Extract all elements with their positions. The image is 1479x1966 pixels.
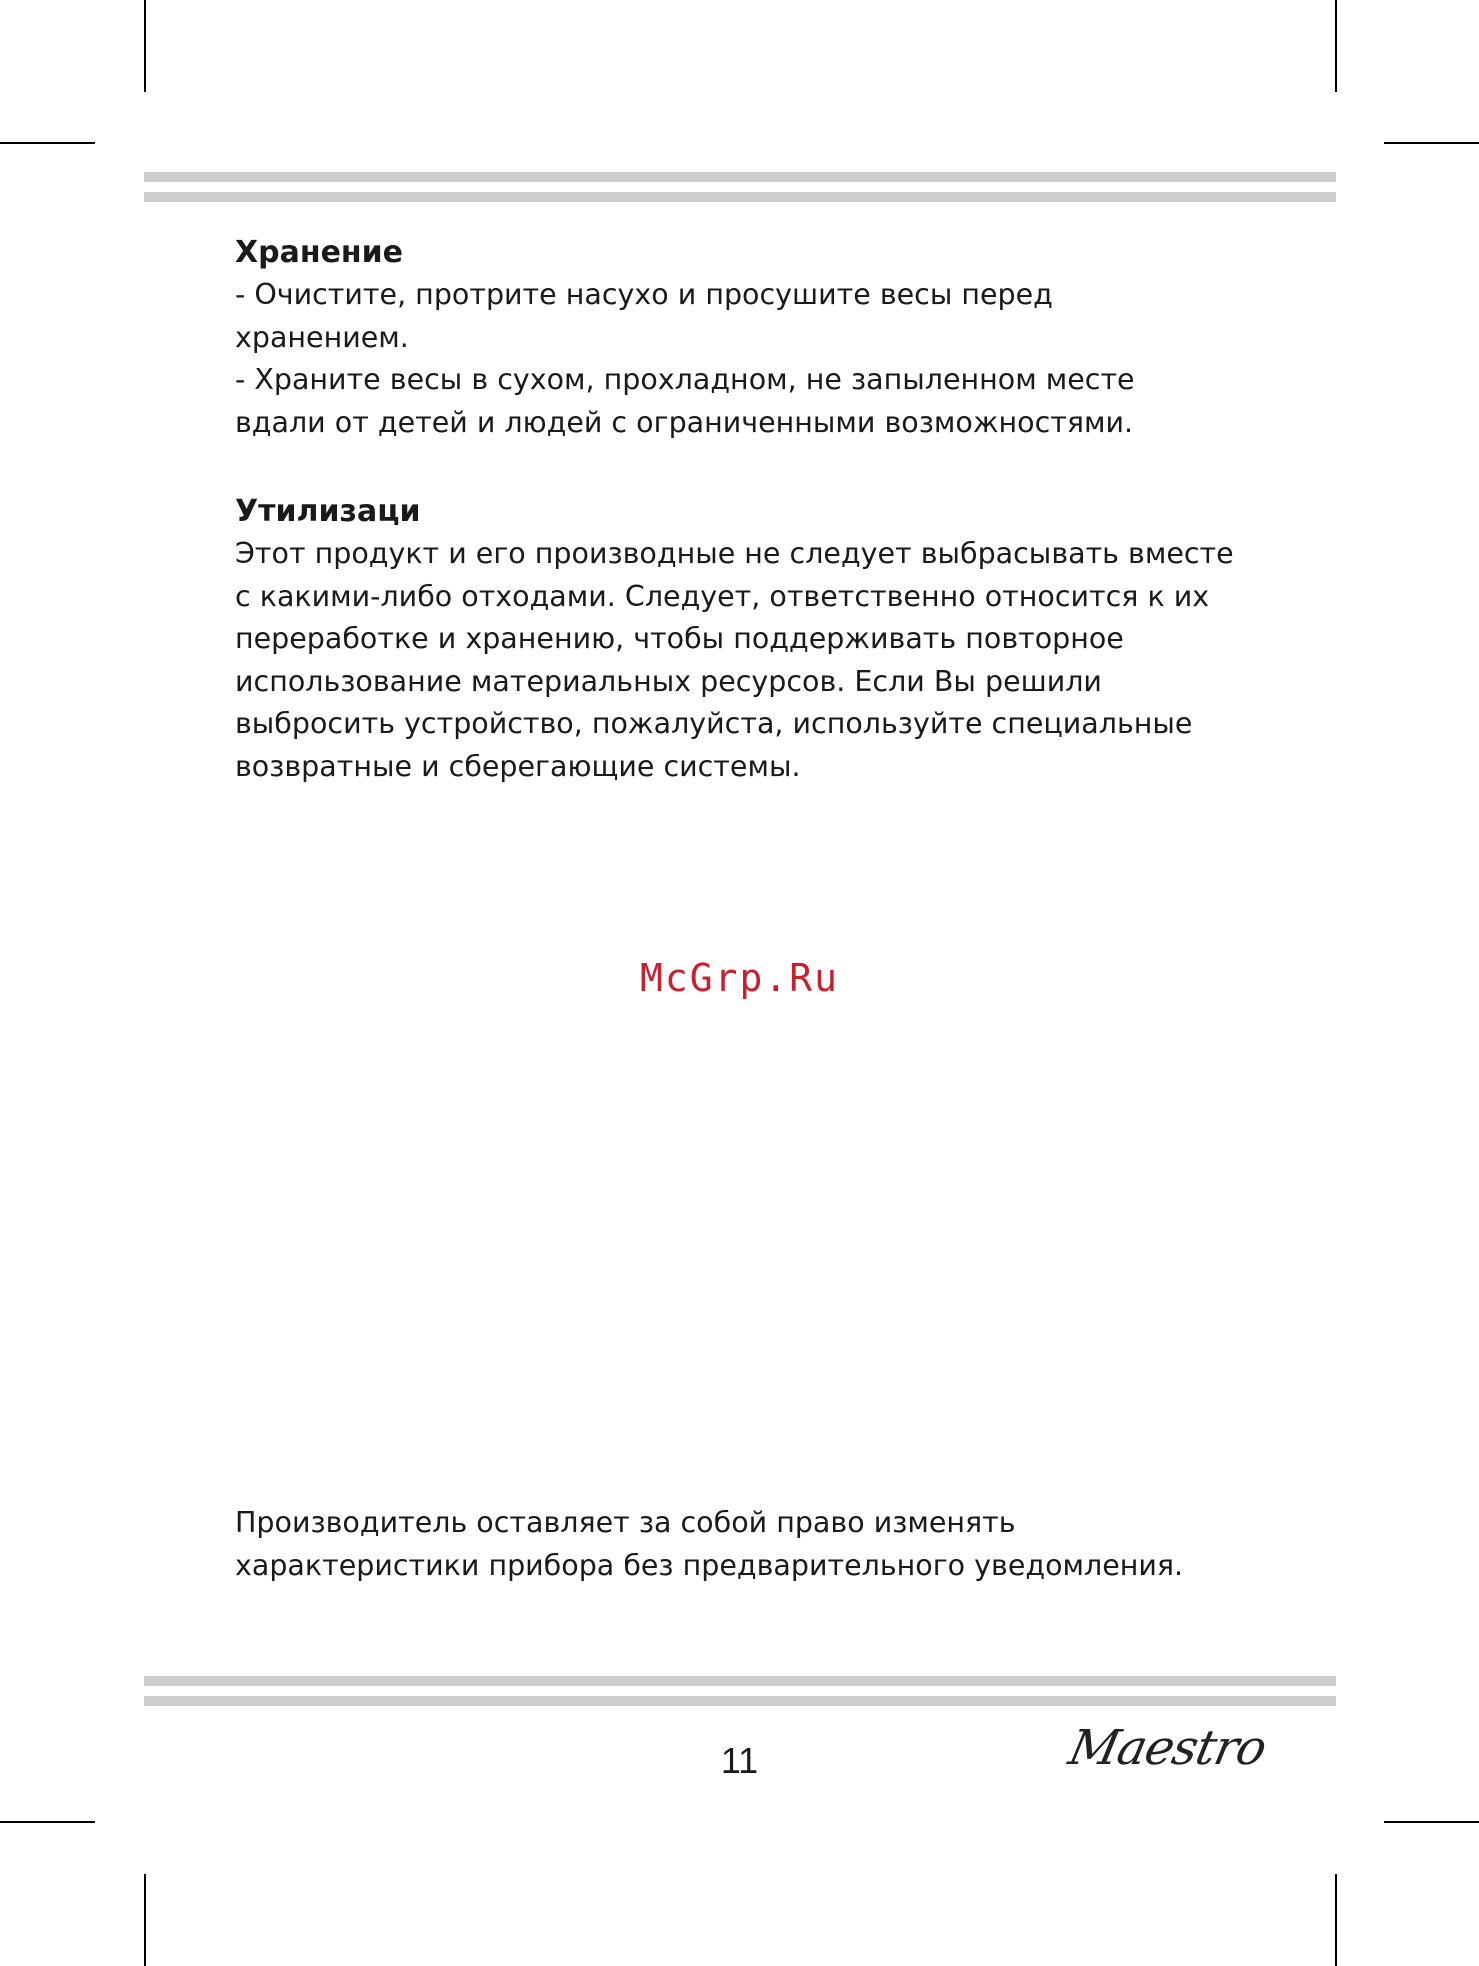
storage-heading: Хранение (235, 235, 404, 270)
footer-rule-bottom (144, 1696, 1336, 1706)
header-rule-bottom (144, 192, 1336, 202)
crop-mark-bottom-right-vertical (1335, 1874, 1337, 1966)
crop-mark-top-left-horizontal (0, 142, 95, 144)
manufacturer-notice (235, 1502, 1275, 1587)
watermark: McGrp.Ru (639, 956, 840, 1000)
brand-logo (1064, 1720, 1271, 1790)
footer-rule-top (144, 1676, 1336, 1686)
disposal-text: Этот продукт и его производные не следует выбрасывать вместе с какими-либо отходами. Следует, ответственно относится к их переработке и хранению, чтобы поддерживать повторное использование материальных ресурсов. Если Вы решили выбросить устройство, пожалуйста, используйте специальные возвратные и сберегающие системы. (235, 537, 1234, 783)
storage-text: - Очистите, протрите насухо и просушите весы перед хранением. - Храните весы в сухом, прохладном, не запыленном месте вдали от детей и людей с ограниченными возможностями. (235, 278, 1135, 439)
crop-mark-top-right-horizontal (1384, 142, 1479, 144)
header-rule-top (144, 172, 1336, 182)
crop-mark-bottom-left-vertical (144, 1874, 146, 1966)
page-number: 11 (720, 1740, 759, 1781)
disposal-section (235, 491, 1275, 788)
crop-mark-bottom-left-horizontal (0, 1821, 95, 1823)
storage-section (235, 232, 1275, 444)
crop-mark-bottom-right-horizontal (1384, 1821, 1479, 1823)
crop-mark-top-right-vertical (1335, 0, 1337, 92)
main-content (235, 232, 1275, 788)
brand-name: Maestro (1064, 1720, 1271, 1776)
notice-text: Производитель оставляет за собой право изменять характеристики прибора без предварительного уведомления. (235, 1506, 1184, 1582)
crop-mark-top-left-vertical (144, 0, 146, 92)
disposal-heading: Утилизаци (235, 494, 421, 529)
